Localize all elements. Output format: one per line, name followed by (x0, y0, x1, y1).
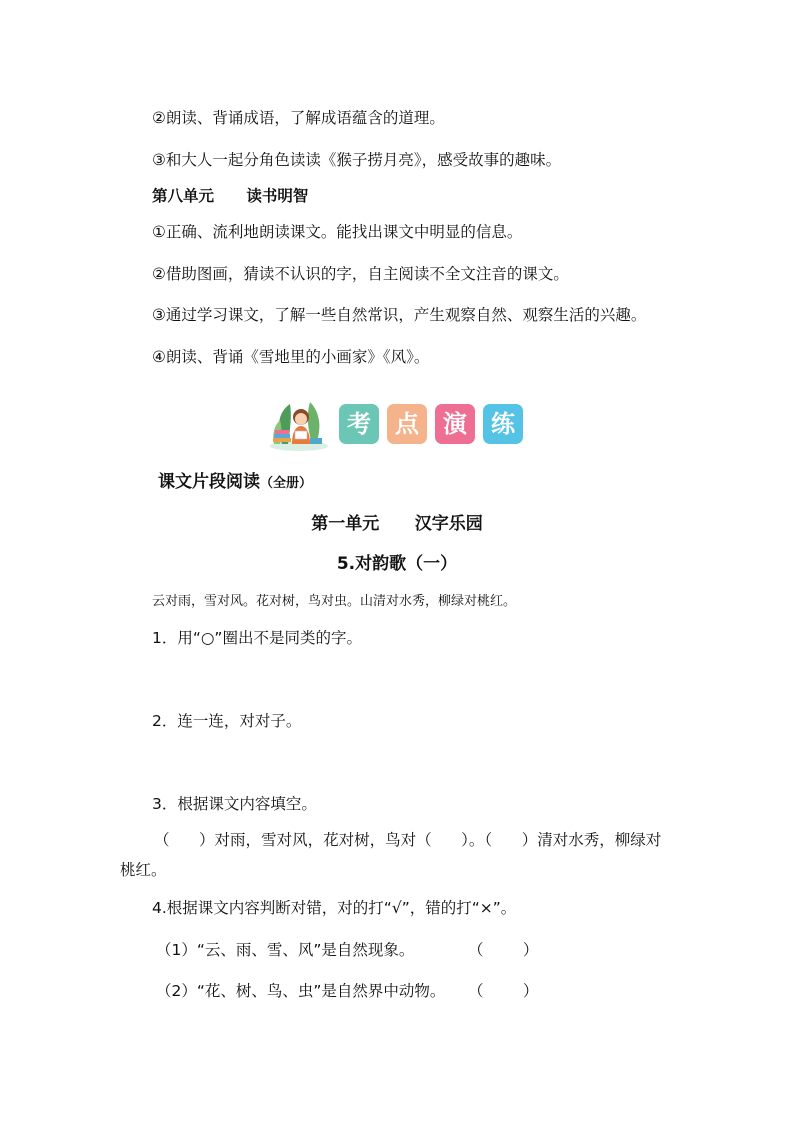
lesson-title: 5.对韵歌（一） (336, 554, 458, 574)
objective-u8-item1: ①正确、流利地朗读课文。能找出课文中明显的信息。 (152, 223, 523, 241)
banner-tile-kao: 考 (339, 404, 379, 444)
question-3-fill-line1: （ ）对雨，雪对风，花对树，鸟对（ ）。（ ）清对水秀，柳绿对 (154, 831, 662, 849)
question-1: 1．用“○”圈出不是同类的字。 (152, 629, 362, 647)
objective-u7-item2: ②朗读、背诵成语，了解成语蕴含的道理。 (152, 109, 445, 127)
question-4: 4.根据课文内容判断对错，对的打“√”，错的打“×”。 (152, 899, 517, 917)
question-4-item2-answer-box[interactable]: （ ） (468, 982, 539, 1000)
objective-u7-item3: ③和大人一起分角色读读《猴子捞月亮》，感受故事的趣味。 (152, 151, 562, 169)
banner-tile-yan: 演 (435, 404, 475, 444)
unit1-heading: 第一单元 汉字乐园 (311, 514, 483, 534)
question-4-item2: （2）“花、树、鸟、虫”是自然界中动物。 (156, 982, 446, 1000)
practice-banner (268, 398, 530, 452)
objective-u8-item2: ②借助图画，猜读不认识的字，自主阅读不全文注音的课文。 (152, 265, 569, 283)
banner-tile-dian: 点 (387, 404, 427, 444)
question-2: 2．连一连，对对子。 (152, 712, 302, 730)
question-4-item1: （1）“云、雨、雪、风”是自然现象。 (156, 941, 415, 959)
section-subtitle: （全册） (260, 476, 313, 491)
question-3: 3．根据课文内容填空。 (152, 795, 317, 813)
question-4-item1-answer-box[interactable]: （ ） (468, 941, 539, 959)
passage-text: 云对雨，雪对风。花对树，鸟对虫。山清对水秀，柳绿对桃红。 (152, 594, 517, 609)
section-title-row (158, 472, 312, 494)
reading-girl-illustration (268, 398, 330, 452)
section-title: 课文片段阅读 (158, 472, 260, 492)
question-3-fill-line2: 桃红。 (120, 861, 167, 879)
banner-tile-lian: 练 (483, 404, 523, 444)
objective-u8-item4: ④朗读、背诵《雪地里的小画家》《风》。 (152, 348, 430, 366)
objective-u8-item3: ③通过学习课文，了解一些自然常识，产生观察自然、观察生活的兴趣。 (152, 306, 647, 324)
unit8-heading: 第八单元 读书明智 (152, 187, 309, 205)
